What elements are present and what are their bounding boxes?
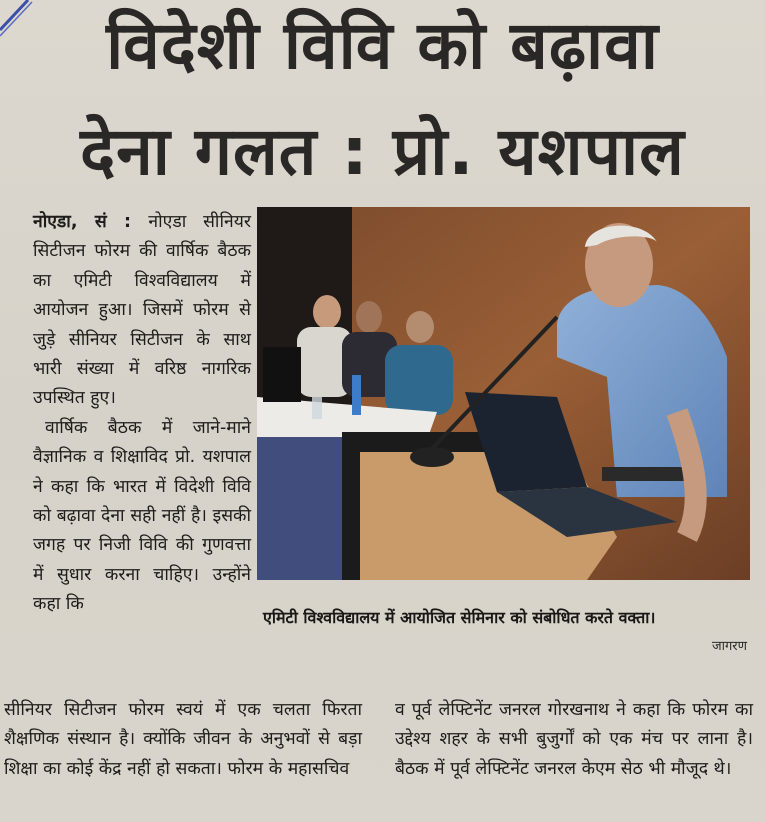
paragraph-2-continued-left: सीनियर सिटीजन फोरम स्वयं में एक चलता फिरता शैक्षणिक संस्थान है। क्योंकि जीवन के अनुभवों से बड़ा शिक्षा का कोई केंद्र नहीं हो सकता। फोरम के महासचिव <box>4 700 362 779</box>
dateline: नोएडा, सं : <box>33 212 149 232</box>
article-bottom-right-column <box>395 696 753 784</box>
article-paragraph-2: वार्षिक बैठक में जाने-माने वैज्ञानिक व शिक्षाविद प्रो. यशपाल ने कहा कि भारत में विदेशी विवि को बढ़ावा देना सही नहीं है। इसकी जगह पर निजी विवि की गुणवत्ता में सुधार करना चाहिए। उन्होंने कहा कि <box>33 417 251 615</box>
paragraph-1-text: नोएडा सीनियर सिटीजन फोरम की वार्षिक बैठक का एमिटी विश्वविद्यालय में आयोजन हुआ। जिसमें फोरम से जुड़े सीनियर सिटीजन के साथ भारी संख्या में वरिष्ठ नागरिक उपस्थित हुए। <box>33 212 251 409</box>
article-left-column <box>33 208 251 620</box>
photo-illustration <box>257 207 750 580</box>
headline-line-2: देना गलत : प्रो. यशपाल <box>80 113 685 190</box>
paragraph-2-continued-right: व पूर्व लेफ्टिनेंट जनरल गोरखनाथ ने कहा कि फोरम का उद्देश्य शहर के सभी बुजुर्गों को एक मंच पर लाना है। बैठक में पूर्व लेफ्टिनेंट जनरल केएम सेठ भी मौजूद थे। <box>395 700 753 779</box>
photo-credit: जागरण <box>711 639 747 654</box>
photo-caption: एमिटी विश्वविद्यालय में आयोजित सेमिनार को संबोधित करते वक्ता। <box>263 608 656 627</box>
article-paragraph-1 <box>33 208 251 414</box>
headline-line-1: विदेशी विवि को बढ़ावा <box>106 7 659 84</box>
article-bottom-left-column <box>4 696 362 784</box>
news-photo <box>257 207 750 580</box>
